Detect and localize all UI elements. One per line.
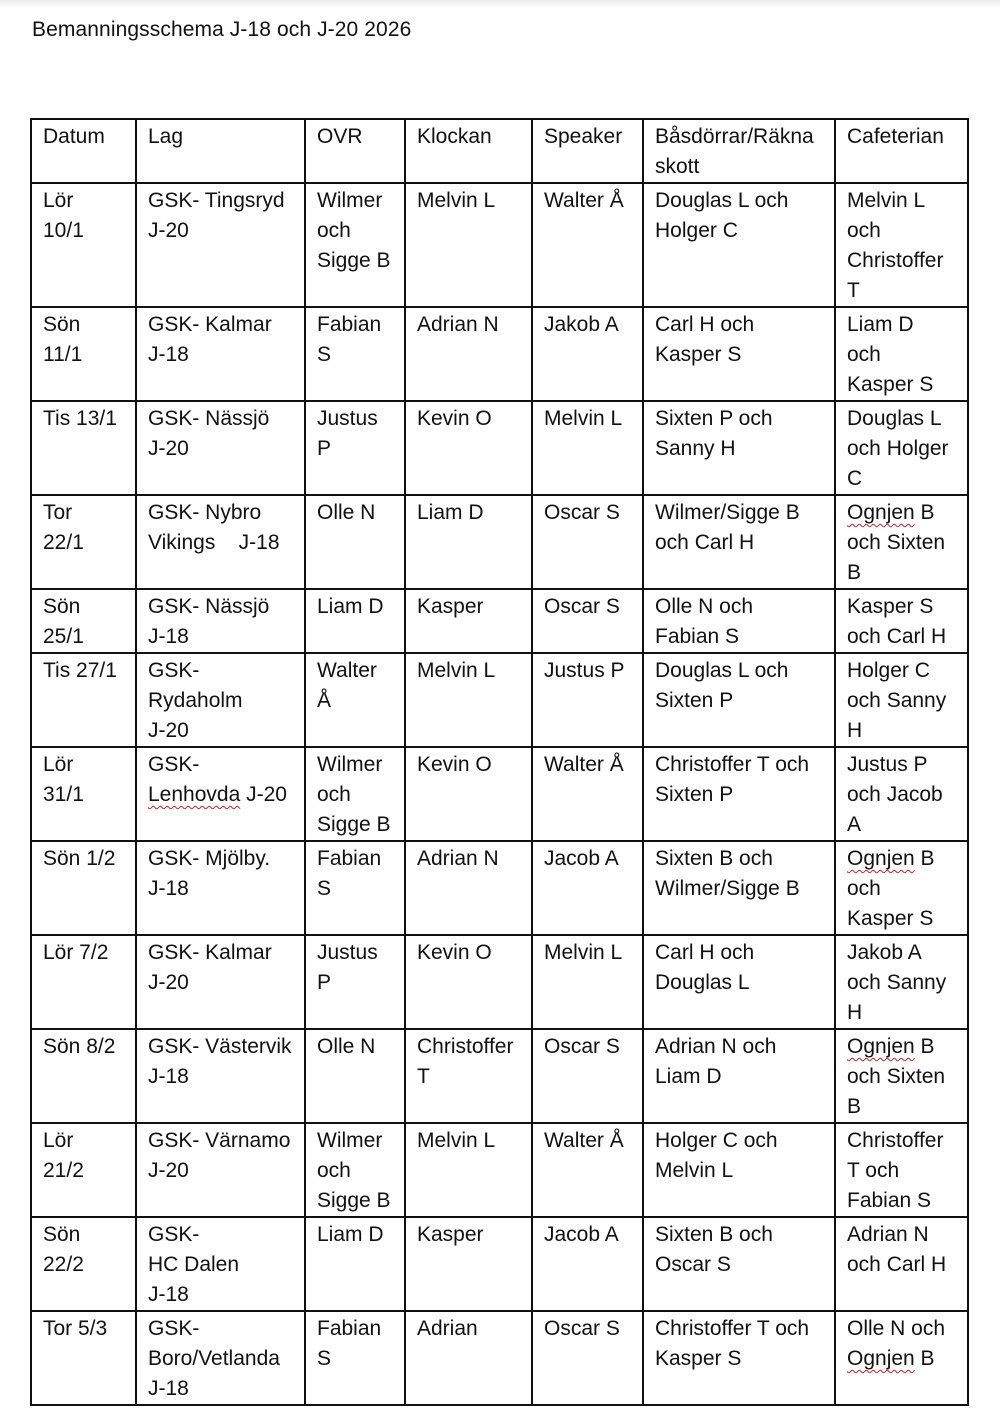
- cell-text-line: Fabian S: [847, 1189, 932, 1212]
- column-header-cafeterian: [835, 119, 968, 183]
- cell-cafeterian: [835, 1217, 968, 1311]
- cell-text-line: Lenhovda J-20: [148, 783, 287, 806]
- cell-text-line: GSK-: [148, 753, 200, 776]
- cell-lag: [136, 841, 305, 935]
- cell-text-line: Kasper: [417, 595, 484, 618]
- cell-cafeterian: [835, 307, 968, 401]
- cell-text-line: och: [317, 1159, 351, 1182]
- cell-text-line: T: [417, 1065, 430, 1088]
- cell-text-line: Oscar S: [544, 1035, 620, 1058]
- cell-text-line: Sixten B och: [655, 1223, 773, 1246]
- cell-text-line: J-18: [148, 343, 189, 366]
- cell-speaker: [532, 183, 643, 307]
- spellcheck-underline: Ognjen: [847, 501, 915, 524]
- table-header-row: [31, 119, 968, 183]
- cell-text-line: Jakob A: [544, 313, 619, 336]
- cell-text-line: J-18: [148, 1283, 189, 1306]
- cell-text-line: Douglas L och: [655, 189, 789, 212]
- cell-text-line: Lör 7/2: [43, 941, 109, 964]
- cell-text-line: Holger C: [655, 219, 738, 242]
- cell-text-line: Sön 8/2: [43, 1035, 116, 1058]
- cell-text-line: A: [847, 813, 862, 836]
- cell-cafeterian: [835, 1123, 968, 1217]
- page-top-shadow: [0, 0, 1000, 8]
- cell-datum: [31, 935, 136, 1029]
- table-body: [31, 183, 968, 1405]
- cell-lag: [136, 1123, 305, 1217]
- cell-cafeterian: [835, 495, 968, 589]
- cell-text-line: T och: [847, 1159, 900, 1182]
- cell-text-line: Holger C och: [655, 1129, 778, 1152]
- cell-text-line: Ognjen B: [847, 1035, 935, 1058]
- header-text-line: skott: [655, 155, 700, 178]
- cell-text-line: GSK- Kalmar: [148, 313, 272, 336]
- cell-text-line: Tor: [43, 501, 73, 524]
- cell-ovr: [305, 935, 405, 1029]
- cell-klockan: [405, 747, 532, 841]
- cell-ovr: [305, 183, 405, 307]
- cell-text-line: Melvin L: [655, 1159, 734, 1182]
- cell-text-line: Oscar S: [544, 595, 620, 618]
- cell-text-line: HC Dalen: [148, 1253, 240, 1276]
- table-row: [31, 495, 968, 589]
- cell-text-line: Sön: [43, 313, 81, 336]
- cell-text-line: och: [847, 343, 881, 366]
- cell-text-line: J-20: [148, 719, 189, 742]
- cell-text-line: Carl H och: [655, 941, 755, 964]
- table-row: [31, 747, 968, 841]
- cell-text-line: Walter: [317, 659, 377, 682]
- table-row: [31, 307, 968, 401]
- cell-lag: [136, 183, 305, 307]
- cell-text-line: Ognjen B: [847, 501, 935, 524]
- cell-lag: [136, 1029, 305, 1123]
- cell-datum: [31, 747, 136, 841]
- cell-text-line: och: [847, 219, 881, 242]
- cell-text-line: GSK- Nässjö: [148, 407, 270, 430]
- cell-text-line: GSK- Värnamo: [148, 1129, 291, 1152]
- column-header-basdorrar-rakna-skott: [643, 119, 835, 183]
- cell-ovr: [305, 1311, 405, 1405]
- cell-text-line: och Holger: [847, 437, 949, 460]
- cell-text-line: Sixten P och: [655, 407, 773, 430]
- cell-text-line: Sanny H: [655, 437, 736, 460]
- cell-text-line: Liam D: [317, 1223, 384, 1246]
- table-row: [31, 589, 968, 653]
- cell-lag: [136, 935, 305, 1029]
- cell-speaker: [532, 401, 643, 495]
- table-row: [31, 841, 968, 935]
- cell-text-line: Douglas L och: [655, 659, 789, 682]
- cell-text-line: Kasper S: [655, 1347, 742, 1370]
- cell-text-line: Sixten P: [655, 689, 734, 712]
- cell-lag: [136, 401, 305, 495]
- cell-text-line: Liam D: [417, 501, 484, 524]
- table-row: [31, 1123, 968, 1217]
- cell-text-line: Liam D: [655, 1065, 722, 1088]
- cell-text-line: Melvin L: [544, 407, 623, 430]
- cell-lag: [136, 653, 305, 747]
- cell-lag: [136, 747, 305, 841]
- cell-text-line: T: [847, 279, 860, 302]
- cell-text-line: Kasper S: [847, 373, 934, 396]
- cell-text-line: Adrian N och: [655, 1035, 777, 1058]
- cell-text-line: Walter Å: [544, 1129, 624, 1152]
- cell-text-line: H: [847, 1001, 863, 1024]
- cell-basdorrar-rakna-skott: [643, 401, 835, 495]
- cell-text-line: 21/2: [43, 1159, 84, 1182]
- cell-text-line: 22/2: [43, 1253, 84, 1276]
- cell-text-line: och Carl H: [655, 531, 755, 554]
- cell-speaker: [532, 935, 643, 1029]
- cell-speaker: [532, 1311, 643, 1405]
- cell-text-line: Oscar S: [544, 501, 620, 524]
- table-row: [31, 653, 968, 747]
- cell-cafeterian: [835, 841, 968, 935]
- cell-datum: [31, 1217, 136, 1311]
- cell-speaker: [532, 495, 643, 589]
- cell-datum: [31, 1311, 136, 1405]
- cell-speaker: [532, 747, 643, 841]
- cell-speaker: [532, 307, 643, 401]
- cell-datum: [31, 841, 136, 935]
- cell-text-line: Adrian N: [417, 313, 499, 336]
- cell-text-line: Holger C: [847, 659, 930, 682]
- cell-text-line: J-20: [148, 437, 189, 460]
- cell-text-line: C: [847, 467, 863, 490]
- staffing-schedule-table: [30, 118, 969, 1406]
- cell-text-line: Olle N: [317, 1035, 376, 1058]
- column-header-lag: [136, 119, 305, 183]
- cell-klockan: [405, 1217, 532, 1311]
- cell-text-line: Justus P: [544, 659, 625, 682]
- cell-text-line: Rydaholm: [148, 689, 243, 712]
- cell-text-line: och Sanny: [847, 689, 947, 712]
- cell-text-line: Walter Å: [544, 753, 624, 776]
- cell-ovr: [305, 401, 405, 495]
- cell-datum: [31, 401, 136, 495]
- cell-ovr: [305, 1123, 405, 1217]
- cell-text-line: Kevin O: [417, 407, 492, 430]
- cell-text-line: Tor 5/3: [43, 1317, 108, 1340]
- cell-cafeterian: [835, 935, 968, 1029]
- cell-text-line: 31/1: [43, 783, 84, 806]
- cell-text-line: J-20: [148, 1159, 189, 1182]
- cell-basdorrar-rakna-skott: [643, 1029, 835, 1123]
- cell-text-line: Boro/Vetlanda: [148, 1347, 280, 1370]
- cell-text-line: Christoffer T och: [655, 1317, 810, 1340]
- header-text-line: Speaker: [544, 125, 623, 148]
- cell-text-line: Christoffer: [847, 249, 944, 272]
- cell-cafeterian: [835, 1311, 968, 1405]
- cell-text-line: J-18: [148, 877, 189, 900]
- cell-text-line: Wilmer: [317, 189, 383, 212]
- cell-datum: [31, 1029, 136, 1123]
- cell-text-line: Wilmer: [317, 753, 383, 776]
- cell-text-line: Christoffer T och: [655, 753, 810, 776]
- cell-text-line: Oscar S: [544, 1317, 620, 1340]
- cell-datum: [31, 183, 136, 307]
- cell-text-line: Melvin L: [417, 1129, 496, 1152]
- cell-speaker: [532, 1029, 643, 1123]
- cell-text-line: 10/1: [43, 219, 84, 242]
- cell-text-line: Ognjen B: [847, 847, 935, 870]
- cell-text-line: Fabian: [317, 313, 382, 336]
- cell-text-line: 22/1: [43, 531, 84, 554]
- cell-text-line: Douglas L: [847, 407, 942, 430]
- cell-text-line: Douglas L: [655, 971, 750, 994]
- cell-text-line: Wilmer/Sigge B: [655, 501, 800, 524]
- cell-basdorrar-rakna-skott: [643, 495, 835, 589]
- cell-text-line: Kasper S: [847, 595, 934, 618]
- cell-text-line: Melvin L: [417, 189, 496, 212]
- cell-text-line: Tis 13/1: [43, 407, 117, 430]
- cell-ovr: [305, 653, 405, 747]
- cell-basdorrar-rakna-skott: [643, 841, 835, 935]
- cell-text-line: Christoffer: [417, 1035, 514, 1058]
- cell-text-line: J-18: [148, 625, 189, 648]
- cell-basdorrar-rakna-skott: [643, 747, 835, 841]
- column-header-klockan: [405, 119, 532, 183]
- header-text-line: Klockan: [417, 125, 492, 148]
- header-text-line: Båsdörrar/Räkna: [655, 125, 814, 148]
- cell-text-line: GSK- Västervik: [148, 1035, 292, 1058]
- cell-klockan: [405, 653, 532, 747]
- cell-text-line: Melvin L: [417, 659, 496, 682]
- cell-text-line: Vikings J-18: [148, 531, 280, 554]
- cell-text-line: GSK-: [148, 1223, 200, 1246]
- cell-ovr: [305, 495, 405, 589]
- cell-klockan: [405, 1311, 532, 1405]
- cell-text-line: Lör: [43, 753, 74, 776]
- cell-text-line: Olle N och: [655, 595, 754, 618]
- cell-lag: [136, 1217, 305, 1311]
- cell-text-line: Kevin O: [417, 941, 492, 964]
- cell-klockan: [405, 307, 532, 401]
- cell-text-line: Wilmer/Sigge B: [655, 877, 800, 900]
- cell-lag: [136, 307, 305, 401]
- table-row: [31, 401, 968, 495]
- cell-text-line: Sixten P: [655, 783, 734, 806]
- cell-basdorrar-rakna-skott: [643, 1123, 835, 1217]
- cell-text-line: J-18: [148, 1065, 189, 1088]
- cell-klockan: [405, 1029, 532, 1123]
- cell-text-line: Jacob A: [544, 1223, 619, 1246]
- cell-lag: [136, 1311, 305, 1405]
- cell-text-line: Olle N och: [847, 1317, 946, 1340]
- cell-text-line: Sigge B: [317, 249, 391, 272]
- cell-text-line: och Sixten: [847, 1065, 946, 1088]
- header-text-line: OVR: [317, 125, 363, 148]
- cell-text-line: och Sanny: [847, 971, 947, 994]
- cell-text-line: Adrian: [417, 1317, 478, 1340]
- table-row: [31, 1217, 968, 1311]
- cell-text-line: Sön: [43, 1223, 81, 1246]
- cell-text-line: Fabian: [317, 847, 382, 870]
- cell-klockan: [405, 935, 532, 1029]
- table-row: [31, 1311, 968, 1405]
- cell-text-line: Liam D: [317, 595, 384, 618]
- cell-text-line: P: [317, 971, 332, 994]
- cell-speaker: [532, 841, 643, 935]
- cell-text-line: B: [847, 561, 862, 584]
- cell-text-line: J-20: [148, 219, 189, 242]
- cell-basdorrar-rakna-skott: [643, 935, 835, 1029]
- cell-basdorrar-rakna-skott: [643, 1217, 835, 1311]
- cell-cafeterian: [835, 1029, 968, 1123]
- cell-text-line: J-20: [148, 971, 189, 994]
- cell-klockan: [405, 401, 532, 495]
- cell-text-line: och Carl H: [847, 1253, 947, 1276]
- cell-datum: [31, 495, 136, 589]
- cell-text-line: Melvin L: [847, 189, 926, 212]
- cell-datum: [31, 307, 136, 401]
- cell-text-line: Justus: [317, 941, 378, 964]
- cell-cafeterian: [835, 183, 968, 307]
- cell-speaker: [532, 589, 643, 653]
- cell-cafeterian: [835, 653, 968, 747]
- cell-text-line: Sixten B och: [655, 847, 773, 870]
- cell-datum: [31, 653, 136, 747]
- cell-text-line: och: [317, 219, 351, 242]
- table-row: [31, 1029, 968, 1123]
- cell-text-line: Jakob A: [847, 941, 922, 964]
- cell-text-line: GSK-: [148, 659, 200, 682]
- cell-text-line: Justus: [317, 407, 378, 430]
- cell-datum: [31, 1123, 136, 1217]
- cell-klockan: [405, 495, 532, 589]
- cell-basdorrar-rakna-skott: [643, 589, 835, 653]
- cell-text-line: S: [317, 1347, 332, 1370]
- cell-text-line: Melvin L: [544, 941, 623, 964]
- cell-text-line: S: [317, 343, 332, 366]
- cell-text-line: Liam D: [847, 313, 914, 336]
- cell-text-line: Adrian N: [847, 1223, 929, 1246]
- cell-text-line: Christoffer: [847, 1129, 944, 1152]
- cell-text-line: GSK- Tingsryd: [148, 189, 285, 212]
- cell-ovr: [305, 747, 405, 841]
- cell-text-line: Justus P: [847, 753, 928, 776]
- cell-text-line: H: [847, 719, 863, 742]
- spellcheck-underline: Ognjen: [847, 1035, 915, 1058]
- cell-lag: [136, 495, 305, 589]
- cell-speaker: [532, 1217, 643, 1311]
- cell-lag: [136, 589, 305, 653]
- cell-text-line: och: [847, 877, 881, 900]
- cell-text-line: Sigge B: [317, 1189, 391, 1212]
- cell-cafeterian: [835, 747, 968, 841]
- cell-klockan: [405, 183, 532, 307]
- cell-text-line: Walter Å: [544, 189, 624, 212]
- spellcheck-underline: Lenhovda: [148, 783, 241, 806]
- cell-text-line: Sön 1/2: [43, 847, 116, 870]
- column-header-speaker: [532, 119, 643, 183]
- cell-text-line: S: [317, 877, 332, 900]
- cell-klockan: [405, 841, 532, 935]
- cell-text-line: Kasper S: [655, 343, 742, 366]
- cell-text-line: Ognjen B: [847, 1347, 935, 1370]
- header-text-line: Datum: [43, 125, 105, 148]
- column-header-ovr: [305, 119, 405, 183]
- cell-datum: [31, 589, 136, 653]
- header-text-line: Lag: [148, 125, 184, 148]
- table-row: [31, 935, 968, 1029]
- cell-klockan: [405, 589, 532, 653]
- cell-text-line: och: [317, 783, 351, 806]
- cell-text-line: och Carl H: [847, 625, 947, 648]
- cell-text-line: Kasper: [417, 1223, 484, 1246]
- column-header-datum: [31, 119, 136, 183]
- cell-text-line: J-18: [148, 1377, 189, 1400]
- cell-text-line: Lör: [43, 189, 74, 212]
- cell-basdorrar-rakna-skott: [643, 1311, 835, 1405]
- cell-cafeterian: [835, 589, 968, 653]
- cell-text-line: Oscar S: [655, 1253, 731, 1276]
- cell-text-line: B: [847, 1095, 862, 1118]
- cell-text-line: Sigge B: [317, 813, 391, 836]
- cell-cafeterian: [835, 401, 968, 495]
- cell-text-line: Fabian S: [655, 625, 740, 648]
- cell-ovr: [305, 589, 405, 653]
- cell-text-line: GSK- Kalmar: [148, 941, 272, 964]
- cell-ovr: [305, 1029, 405, 1123]
- cell-text-line: Kasper S: [847, 907, 934, 930]
- cell-text-line: 25/1: [43, 625, 84, 648]
- cell-speaker: [532, 1123, 643, 1217]
- cell-text-line: P: [317, 437, 332, 460]
- cell-text-line: Tis 27/1: [43, 659, 117, 682]
- cell-text-line: Olle N: [317, 501, 376, 524]
- cell-text-line: 11/1: [43, 343, 83, 366]
- cell-basdorrar-rakna-skott: [643, 183, 835, 307]
- cell-text-line: Sön: [43, 595, 81, 618]
- cell-basdorrar-rakna-skott: [643, 307, 835, 401]
- spellcheck-underline: Ognjen: [847, 1347, 915, 1370]
- cell-text-line: Å: [317, 689, 332, 712]
- cell-ovr: [305, 841, 405, 935]
- cell-basdorrar-rakna-skott: [643, 653, 835, 747]
- cell-text-line: Wilmer: [317, 1129, 383, 1152]
- cell-text-line: och Jacob: [847, 783, 943, 806]
- cell-text-line: och Sixten: [847, 531, 946, 554]
- cell-text-line: Lör: [43, 1129, 74, 1152]
- cell-text-line: Fabian: [317, 1317, 382, 1340]
- cell-ovr: [305, 307, 405, 401]
- cell-text-line: GSK- Nässjö: [148, 595, 270, 618]
- spellcheck-underline: Ognjen: [847, 847, 915, 870]
- cell-text-line: Carl H och: [655, 313, 755, 336]
- cell-speaker: [532, 653, 643, 747]
- cell-text-line: GSK-: [148, 1317, 200, 1340]
- cell-text-line: Adrian N: [417, 847, 499, 870]
- cell-text-line: Jacob A: [544, 847, 619, 870]
- cell-ovr: [305, 1217, 405, 1311]
- cell-text-line: Kevin O: [417, 753, 492, 776]
- cell-klockan: [405, 1123, 532, 1217]
- table-row: [31, 183, 968, 307]
- document-title: Bemanningsschema J-18 och J-20 2026: [32, 18, 412, 41]
- cell-text-line: GSK- Mjölby.: [148, 847, 271, 870]
- cell-text-line: GSK- Nybro: [148, 501, 262, 524]
- header-text-line: Cafeterian: [847, 125, 944, 148]
